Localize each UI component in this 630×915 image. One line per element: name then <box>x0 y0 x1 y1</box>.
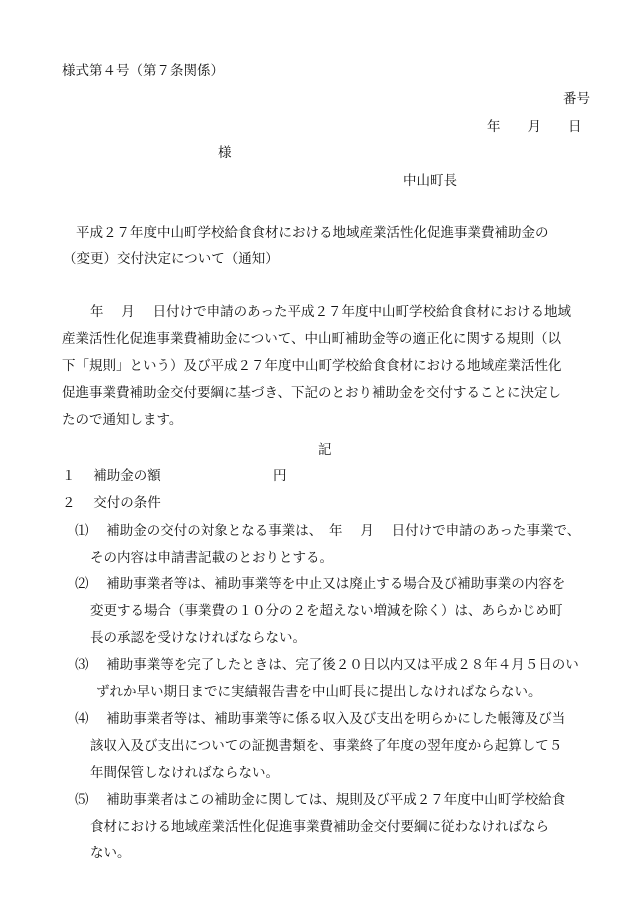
form-label: 様式第４号（第７条関係） <box>62 63 224 79</box>
body-line-5: たので通知します。 <box>62 412 183 428</box>
condition-5-line-3: ない。 <box>90 845 131 861</box>
addressee-suffix: 様 <box>218 145 232 161</box>
condition-4-line-3: 年間保管しなければならない。 <box>90 765 279 781</box>
body-line-3: 下「規則」という）及び平成２７年度中山町学校給食食材における地域産業活性化 <box>62 358 562 374</box>
condition-3-line-2: ずれか早い期日までに実績報告書を中山町長に提出しなければならない。 <box>96 684 542 700</box>
title-line-2: （変更）交付決定について（通知） <box>63 251 279 267</box>
condition-4-line-2: 該収入及び支出についての証拠書類を、事業終了年度の翌年度から起算して５ <box>90 738 563 754</box>
issuer: 中山町長 <box>403 173 457 189</box>
ki-heading: 記 <box>318 442 332 458</box>
item-1-unit: 円 <box>273 468 287 484</box>
condition-5-line-1: ⑸ 補助事業者はこの補助金に関しては、規則及び平成２７年度中山町学校給食 <box>75 792 566 808</box>
body-line-4: 促進事業費補助金交付要綱に基づき、下記のとおり補助金を交付することに決定し <box>62 385 561 401</box>
body-line-2: 産業活性化促進事業費補助金について、中山町補助金等の適正化に関する規則（以 <box>62 331 561 347</box>
condition-2-line-3: 長の承認を受けなければならない。 <box>90 630 306 646</box>
title-line-1: 平成２７年度中山町学校給食食材における地域産業活性化促進事業費補助金の <box>76 225 549 241</box>
body-line-1: 年 月 日付けで申請のあった平成２７年度中山町学校給食食材における地域 <box>90 304 571 320</box>
condition-1-line-2: その内容は申請書記載のとおりとする。 <box>90 550 333 566</box>
condition-2-line-2: 変更する場合（事業費の１０分の２を超えない増減を除く）は、あらかじめ町 <box>90 603 563 619</box>
condition-3-line-1: ⑶ 補助事業等を完了したときは、完了後２０日以内又は平成２８年４月５日のい <box>75 657 579 673</box>
number-label: 番号 <box>563 91 590 107</box>
item-1-label: １ 補助金の額 <box>62 468 161 484</box>
date-label: 年 月 日 <box>487 119 582 135</box>
condition-5-line-2: 食材における地域産業活性化促進事業費補助金交付要綱に従わなければなら <box>90 819 549 835</box>
item-2-label: ２ 交付の条件 <box>62 495 161 511</box>
condition-1-line-1: ⑴ 補助金の交付の対象となる事業は、 年 月 日付けで申請のあった事業で、 <box>75 523 581 539</box>
condition-4-line-1: ⑷ 補助事業者等は、補助事業等に係る収入及び支出を明らかにした帳簿及び当 <box>75 711 566 727</box>
condition-2-line-1: ⑵ 補助事業者等は、補助事業等を中止又は廃止する場合及び補助事業の内容を <box>75 576 566 592</box>
